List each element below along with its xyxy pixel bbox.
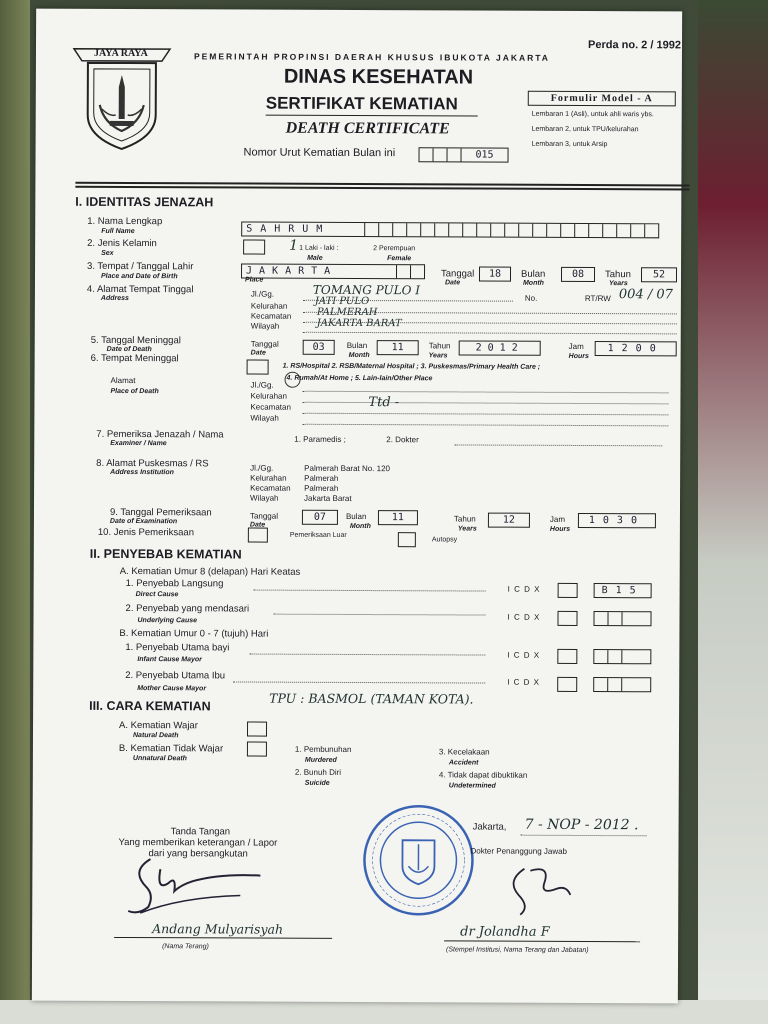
death-place-options-1: 1. RS/Hospital 2. RSB/Maternal Hospital ; 3. Puskesmas/Primary Health Care ; bbox=[282, 362, 541, 371]
examiner-option-dokter: 2. Dokter bbox=[386, 435, 419, 445]
full-name-label-en: Full Name bbox=[101, 227, 135, 236]
death-month-caption: Month bbox=[348, 351, 370, 360]
cause-b2-label: 2. Penyebab Utama Ibu bbox=[125, 669, 226, 682]
birth-place-value: JAKARTA bbox=[242, 264, 397, 278]
address-street-label: Jl./Gg. bbox=[250, 289, 275, 299]
birth-month-caption: Month bbox=[522, 279, 544, 287]
copy-note-3: Lembaran 3, untuk Arsip bbox=[531, 140, 608, 149]
cause-b1-label-en: Infant Cause Mayor bbox=[137, 656, 202, 664]
exam-year-cells bbox=[488, 513, 530, 528]
birth-month-value: 08 bbox=[571, 268, 585, 280]
sex-option-male: 1 Laki - laki : bbox=[299, 244, 339, 252]
section-3-title: III. CARA KEMATIAN bbox=[89, 698, 211, 714]
doctor-name: dr Jolandha F bbox=[460, 924, 550, 940]
sex-option-female: 2 Perempuan bbox=[373, 245, 416, 253]
cause-a2-icd-box[interactable] bbox=[557, 611, 577, 626]
address-kelurahan-value: JATI PULO bbox=[314, 295, 370, 308]
institution-kecamatan-label: Kecamatan bbox=[250, 483, 291, 493]
manner-accident: 3. Kecelakaan bbox=[438, 747, 490, 757]
death-year-label: Tahun bbox=[428, 341, 451, 351]
cause-b1-line bbox=[249, 654, 485, 656]
address-kecamatan-value: PALMERAH bbox=[316, 306, 378, 319]
death-place-sub-label-en: Place of Death bbox=[110, 387, 159, 396]
exam-type-label: 10. Jenis Pemeriksaan bbox=[97, 526, 195, 539]
manner-suicide: 2. Bunuh Diri bbox=[294, 767, 342, 777]
certificate-title-en: DEATH CERTIFICATE bbox=[285, 119, 450, 138]
exam-hour-caption: Hours bbox=[549, 525, 571, 533]
examiner-label-en: Examiner / Name bbox=[110, 439, 167, 448]
examiner-option-paramedis: 1. Paramedis ; bbox=[294, 434, 346, 444]
exam-day-caption: Date bbox=[249, 521, 266, 529]
signature-left-line-2: Yang memberikan keterangan / Lapor bbox=[118, 836, 278, 849]
death-place-kelurahan-label: Kelurahan bbox=[250, 391, 287, 401]
burial-note-handwritten: TPU : BASMOL (TAMAN KOTA). bbox=[269, 690, 474, 707]
doctor-name-caption: (Stempel Institusi, Nama Terang dan Jabatan) bbox=[446, 946, 589, 955]
death-year-caption: Years bbox=[428, 352, 448, 360]
exam-day-value: 07 bbox=[313, 511, 326, 523]
informant-name-line bbox=[114, 937, 332, 939]
death-day-cells bbox=[303, 340, 335, 355]
death-year-value: 2012 bbox=[475, 342, 524, 354]
address-street-value: TOMANG PULO I bbox=[312, 282, 421, 298]
cause-a2-icd: I C D X bbox=[507, 612, 541, 622]
exam-month-value: 11 bbox=[391, 512, 404, 524]
birth-label-en: Place and Date of Birth bbox=[100, 272, 178, 281]
cause-b2-line bbox=[233, 681, 485, 683]
cause-a2-label: 2. Penyebab yang mendasari bbox=[125, 602, 250, 615]
death-place-wilayah-line bbox=[302, 424, 668, 427]
copy-note-1: Lembaran 1 (Asli), untuk ahli waris ybs. bbox=[531, 110, 654, 119]
signature-date-line bbox=[521, 835, 647, 837]
death-place-kecamatan-line bbox=[302, 413, 668, 416]
agency-title: DINAS KESEHATAN bbox=[283, 65, 474, 89]
cause-b1-code-cells bbox=[593, 649, 651, 664]
death-month-cells bbox=[377, 340, 419, 355]
institution-street-label: Jl./Gg. bbox=[250, 463, 274, 473]
death-day-value: 03 bbox=[312, 341, 325, 353]
institution-kecamatan-value: Palmerah bbox=[304, 483, 339, 493]
emblem-shield-icon bbox=[70, 45, 174, 151]
exam-date-label: 9. Tanggal Pemeriksaan bbox=[109, 506, 212, 519]
cause-a1-label: 1. Penyebab Langsung bbox=[125, 577, 224, 590]
full-name-value: SAHRUM bbox=[242, 222, 365, 236]
cause-b2-label-en: Mother Cause Mayor bbox=[137, 685, 207, 693]
death-place-checkbox[interactable] bbox=[247, 360, 269, 375]
sequence-cell bbox=[434, 148, 448, 161]
exam-type-autopsy: Autopsy bbox=[431, 536, 458, 544]
perda-number: Perda no. 2 / 1992 bbox=[587, 39, 681, 52]
death-place-handwritten: Ttd - bbox=[368, 395, 400, 411]
exam-hour-cells bbox=[578, 513, 656, 528]
death-place-street-label: Jl./Gg. bbox=[250, 380, 274, 390]
sex-handwritten-value: 1 bbox=[289, 237, 299, 254]
death-month-label: Bulan bbox=[346, 340, 368, 351]
sequence-value: 015 bbox=[475, 149, 494, 161]
birth-year-label: Tahun bbox=[604, 269, 631, 281]
full-name-label: 1. Nama Lengkap bbox=[87, 215, 163, 228]
exam-month-cells bbox=[378, 510, 418, 525]
cause-b1-label: 1. Penyebab Utama bayi bbox=[125, 641, 230, 654]
address-label-en: Address bbox=[100, 294, 129, 303]
birth-month-cells bbox=[561, 267, 595, 282]
death-day-caption: Date bbox=[250, 349, 266, 357]
institution-kelurahan-label: Kelurahan bbox=[250, 473, 287, 483]
form-model-box: Formulir Model - A bbox=[528, 91, 676, 107]
cause-b2-icd: I C D X bbox=[507, 677, 541, 687]
death-place-street-line bbox=[302, 391, 668, 394]
birth-date-label: Tanggal bbox=[440, 268, 475, 280]
manner-murdered-en: Murdered bbox=[304, 756, 337, 764]
certificate-title-id: SERTIFIKAT KEMATIAN bbox=[265, 93, 458, 114]
exam-type-autopsy-checkbox[interactable] bbox=[398, 532, 416, 547]
institution-wilayah-label: Wilayah bbox=[250, 493, 279, 503]
cause-a2-label-en: Underlying Cause bbox=[137, 617, 198, 625]
background-left bbox=[0, 0, 30, 1024]
death-unnatural-label-en: Unnatural Death bbox=[132, 755, 187, 763]
exam-year-caption: Years bbox=[457, 525, 477, 533]
cause-a1-icd-box[interactable] bbox=[558, 583, 578, 598]
death-hour-caption: Hours bbox=[568, 352, 589, 361]
institution-label: 8. Alamat Puskesmas / RS bbox=[96, 457, 209, 470]
institution-wilayah-value: Jakarta Barat bbox=[304, 493, 352, 503]
death-natural-label: A. Kematian Wajar bbox=[119, 719, 198, 732]
header-rule-bottom bbox=[75, 186, 689, 191]
cause-a1-icd: I C D X bbox=[507, 584, 541, 594]
address-rtrw-value: 004 / 07 bbox=[618, 287, 673, 303]
death-place-sub-label: Alamat bbox=[110, 375, 136, 386]
birth-year-value: 52 bbox=[652, 269, 666, 281]
death-year-cells bbox=[459, 340, 541, 355]
death-place-wilayah-label: Wilayah bbox=[250, 413, 279, 423]
birth-year-caption: Years bbox=[608, 280, 628, 288]
death-certificate-sheet bbox=[32, 9, 682, 1004]
exam-hour-value: 1030 bbox=[588, 515, 646, 527]
address-kecamatan-label: Kecamatan bbox=[250, 311, 292, 321]
manner-undetermined-en: Undetermined bbox=[448, 782, 496, 790]
cause-b2-icd-box[interactable] bbox=[557, 677, 577, 692]
sequence-number-cells bbox=[419, 147, 509, 162]
doctor-name-line bbox=[444, 940, 640, 942]
examiner-label: 7. Pemeriksa Jenazah / Nama bbox=[96, 428, 224, 441]
death-hour-value: 1200 bbox=[607, 343, 664, 355]
cause-a1-code-cells bbox=[594, 583, 652, 598]
sequence-cell bbox=[420, 148, 434, 161]
examiner-name-line bbox=[454, 444, 662, 446]
death-month-value: 11 bbox=[391, 342, 404, 354]
death-hour-cells bbox=[595, 341, 677, 356]
institution-label-en: Address Institution bbox=[110, 468, 174, 477]
death-date-label: 5. Tanggal Meninggal bbox=[90, 334, 181, 347]
birth-month-label: Bulan bbox=[520, 268, 546, 280]
birth-date-value: 18 bbox=[488, 268, 502, 280]
informant-signature-icon bbox=[120, 855, 280, 916]
exam-day-label: Tanggal bbox=[249, 511, 279, 521]
sex-option-female-en: Female bbox=[387, 255, 412, 263]
cause-b1-icd-box[interactable] bbox=[557, 649, 577, 664]
informant-name: Andang Mulyarisyah bbox=[152, 921, 284, 937]
exam-type-external: Pemeriksaan Luar bbox=[289, 531, 347, 539]
death-date-label-en: Date of Death bbox=[106, 345, 152, 354]
address-kelurahan-label: Kelurahan bbox=[250, 301, 288, 311]
copy-note-2: Lembaran 2, untuk TPU/kelurahan bbox=[531, 125, 639, 134]
birth-place-cells bbox=[241, 263, 425, 279]
birth-date-cells bbox=[479, 267, 511, 282]
official-stamp bbox=[362, 804, 474, 916]
cause-a2-code-cells bbox=[593, 611, 651, 626]
section-2-title: II. PENYEBAB KEMATIAN bbox=[89, 546, 242, 562]
birth-label: 3. Tempat / Tanggal Lahir bbox=[87, 260, 194, 273]
jakarta-emblem bbox=[70, 45, 174, 151]
title-underline bbox=[266, 115, 478, 117]
signature-left-line-3: dari yang bersangkutan bbox=[148, 848, 248, 860]
signature-place: Jakarta, bbox=[472, 821, 507, 833]
institution-kelurahan-value: Palmerah bbox=[304, 473, 339, 483]
death-place-label: 6. Tempat Meninggal bbox=[90, 352, 179, 365]
cause-a2-line bbox=[274, 614, 486, 616]
manner-undetermined: 4. Tidak dapat dibuktikan bbox=[438, 770, 528, 780]
sex-checkbox[interactable] bbox=[243, 240, 265, 255]
sex-option-male-en: Male bbox=[307, 254, 323, 262]
government-line: PEMERINTAH PROPINSI DAERAH KHUSUS IBUKOTA JAKARTA bbox=[193, 51, 550, 63]
address-label: 4. Alamat Tempat Tinggal bbox=[86, 283, 194, 296]
exam-type-checkbox[interactable] bbox=[248, 528, 268, 543]
emblem-text: JAYA RAYA bbox=[93, 47, 148, 60]
death-natural-checkbox[interactable] bbox=[247, 722, 267, 737]
address-wilayah-label: Wilayah bbox=[250, 321, 280, 331]
exam-month-caption: Month bbox=[349, 522, 371, 531]
exam-day-cells bbox=[302, 510, 338, 525]
death-day-label: Tanggal bbox=[250, 339, 279, 349]
cause-a1-code-value: B15 bbox=[601, 585, 644, 597]
full-name-cells bbox=[241, 221, 659, 238]
section-1-title: I. IDENTITAS JENAZAH bbox=[75, 194, 214, 210]
birth-year-cells bbox=[641, 267, 677, 282]
manner-suicide-en: Suicide bbox=[304, 779, 330, 787]
signature-date-handwritten: 7 - NOP - 2012 . bbox=[524, 816, 639, 834]
death-natural-label-en: Natural Death bbox=[132, 732, 179, 740]
address-wilayah-value: JAKARTA BARAT bbox=[316, 317, 402, 330]
signature-left-line-1: Tanda Tangan bbox=[170, 826, 231, 838]
informant-name-caption: (Nama Terang) bbox=[162, 943, 209, 951]
address-rtrw-label: RT/RW bbox=[584, 293, 611, 304]
birth-place-caption: Place bbox=[244, 276, 264, 284]
death-place-options-2: 4. Rumah/At Home ; 5. Lain-lain/Other Place bbox=[286, 374, 433, 383]
responsible-doctor-label: Dokter Penanggung Jawab bbox=[470, 846, 568, 856]
exam-date-label-en: Date of Examination bbox=[109, 517, 178, 526]
doctor-signature-icon bbox=[500, 861, 580, 917]
stamp-seal-icon bbox=[362, 804, 474, 916]
institution-street-value: Palmerah Barat No. 120 bbox=[304, 463, 391, 474]
sex-label: 2. Jenis Kelamin bbox=[87, 237, 157, 250]
cause-a1-label-en: Direct Cause bbox=[135, 591, 179, 599]
address-wilayah-line bbox=[303, 332, 677, 335]
exam-year-label: Tahun bbox=[453, 514, 476, 524]
exam-hour-label: Jam bbox=[549, 514, 566, 524]
death-place-kelurahan-line bbox=[302, 402, 668, 405]
birth-date-caption: Date bbox=[444, 279, 461, 287]
cause-b2-code-cells bbox=[593, 677, 651, 692]
manner-accident-en: Accident bbox=[448, 759, 479, 767]
death-unnatural-label: B. Kematian Tidak Wajar bbox=[118, 742, 224, 755]
exam-month-label: Bulan bbox=[345, 511, 367, 522]
cause-b1-icd: I C D X bbox=[507, 650, 541, 660]
sex-label-en: Sex bbox=[101, 249, 114, 257]
manner-murdered: 1. Pembunuhan bbox=[294, 744, 352, 754]
cause-b-title: B. Kematian Umur 0 - 7 (tujuh) Hari bbox=[119, 627, 269, 640]
cause-a1-line bbox=[254, 590, 486, 592]
death-unnatural-checkbox[interactable] bbox=[247, 742, 267, 757]
exam-year-value: 12 bbox=[502, 514, 515, 526]
background-right bbox=[698, 0, 768, 1024]
cause-a-title: A. Kematian Umur 8 (delapan) Hari Keatas bbox=[119, 565, 301, 578]
sequence-cell bbox=[448, 148, 462, 161]
death-place-kecamatan-label: Kecamatan bbox=[250, 402, 291, 412]
background-bottom bbox=[0, 1000, 768, 1024]
sequence-label: Nomor Urut Kematian Bulan ini bbox=[243, 146, 396, 160]
death-hour-label: Jam bbox=[568, 341, 584, 351]
address-no-label: No. bbox=[524, 293, 538, 303]
